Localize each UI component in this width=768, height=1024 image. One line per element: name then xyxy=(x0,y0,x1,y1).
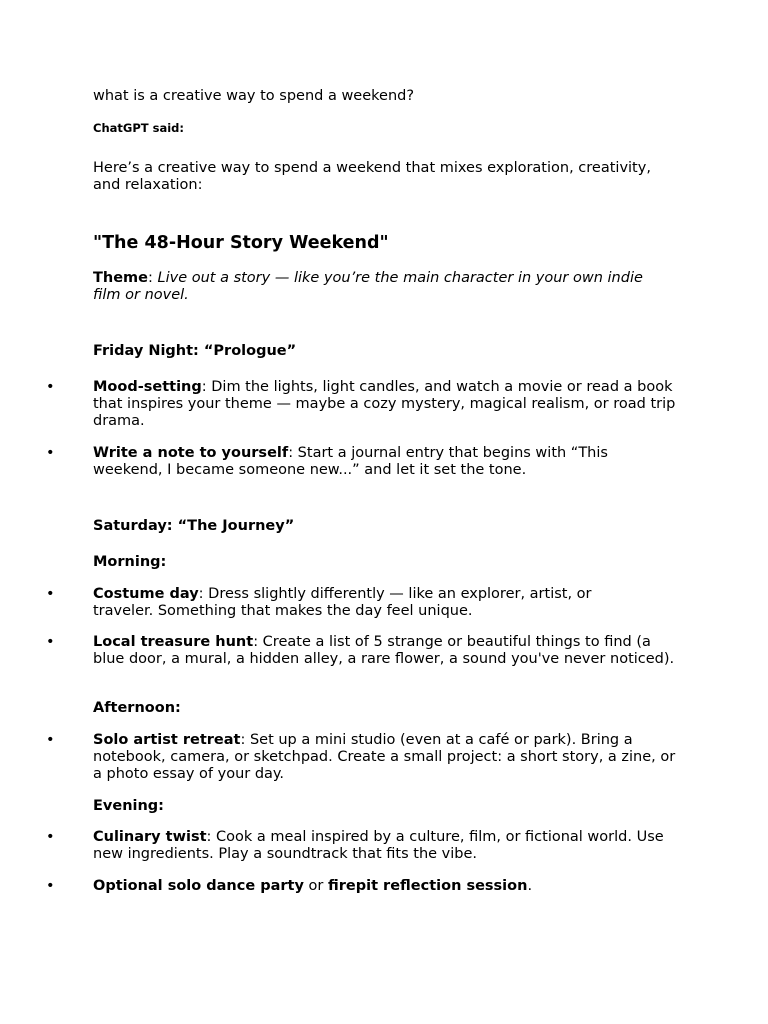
list-item xyxy=(93,634,683,668)
item-term: Culinary twist xyxy=(93,829,207,845)
item-text: : Set up a mini studio (even at a café or park). Bring a notebook, camera, or sketchpad. Create a small project: a short story, a zine, or a photo essay of your day. xyxy=(93,732,676,782)
theme-separator: : xyxy=(148,270,158,286)
item-term: Costume day xyxy=(93,586,199,602)
theme-paragraph xyxy=(93,270,653,304)
list-item xyxy=(93,379,693,430)
item-term: Local treasure hunt xyxy=(93,634,254,650)
theme-label: Theme xyxy=(93,270,148,286)
item-text: : Dress slightly differently — like an explorer, artist, or traveler. Something that makes the day feel unique. xyxy=(93,586,592,619)
list-item xyxy=(93,878,693,895)
item-term-secondary: firepit reflection session xyxy=(328,878,528,894)
item-term: Mood-setting xyxy=(93,379,202,395)
intro-paragraph: Here’s a creative way to spend a weekend that mixes exploration, creativity, and relaxation: xyxy=(93,160,651,193)
evening-heading: Evening: xyxy=(93,798,164,814)
item-term: Solo artist retreat xyxy=(93,732,241,748)
bullet-marker: • xyxy=(46,829,55,845)
list-item xyxy=(93,586,653,620)
item-connector: or xyxy=(303,878,328,894)
saturday-heading: Saturday: “The Journey” xyxy=(93,518,295,534)
list-item xyxy=(93,732,683,783)
item-end: . xyxy=(527,878,533,894)
speaker-label: ChatGPT said: xyxy=(93,121,184,135)
document-title: "The 48-Hour Story Weekend" xyxy=(93,233,389,253)
morning-heading: Morning: xyxy=(93,554,167,570)
item-text: : Cook a meal inspired by a culture, film, or fictional world. Use new ingredients. Play a soundtrack that fits the vibe. xyxy=(93,829,664,862)
bullet-marker: • xyxy=(46,379,55,395)
list-item xyxy=(93,829,683,863)
bullet-marker: • xyxy=(46,878,55,894)
bullet-marker: • xyxy=(46,586,55,602)
bullet-marker: • xyxy=(46,445,55,461)
bullet-marker: • xyxy=(46,634,55,650)
item-text: : Dim the lights, light candles, and watch a movie or read a book that inspires your theme — maybe a cozy mystery, magical realism, or road trip drama. xyxy=(93,379,676,429)
item-text: : Start a journal entry that begins with “This weekend, I became someone new...” and let it set the tone. xyxy=(93,445,608,478)
theme-text: Live out a story — like you’re the main character in your own indie film or novel. xyxy=(93,270,643,303)
bullet-marker: • xyxy=(46,732,55,748)
item-term: Write a note to yourself xyxy=(93,445,289,461)
afternoon-heading: Afternoon: xyxy=(93,700,181,716)
list-item xyxy=(93,445,663,479)
item-term: Optional solo dance party xyxy=(93,878,304,894)
user-prompt: what is a creative way to spend a weekend? xyxy=(93,88,415,104)
item-text: : Create a list of 5 strange or beautiful things to find (a blue door, a mural, a hidden alley, a rare flower, a sound you've never noticed). xyxy=(93,634,675,667)
friday-heading: Friday Night: “Prologue” xyxy=(93,343,297,359)
